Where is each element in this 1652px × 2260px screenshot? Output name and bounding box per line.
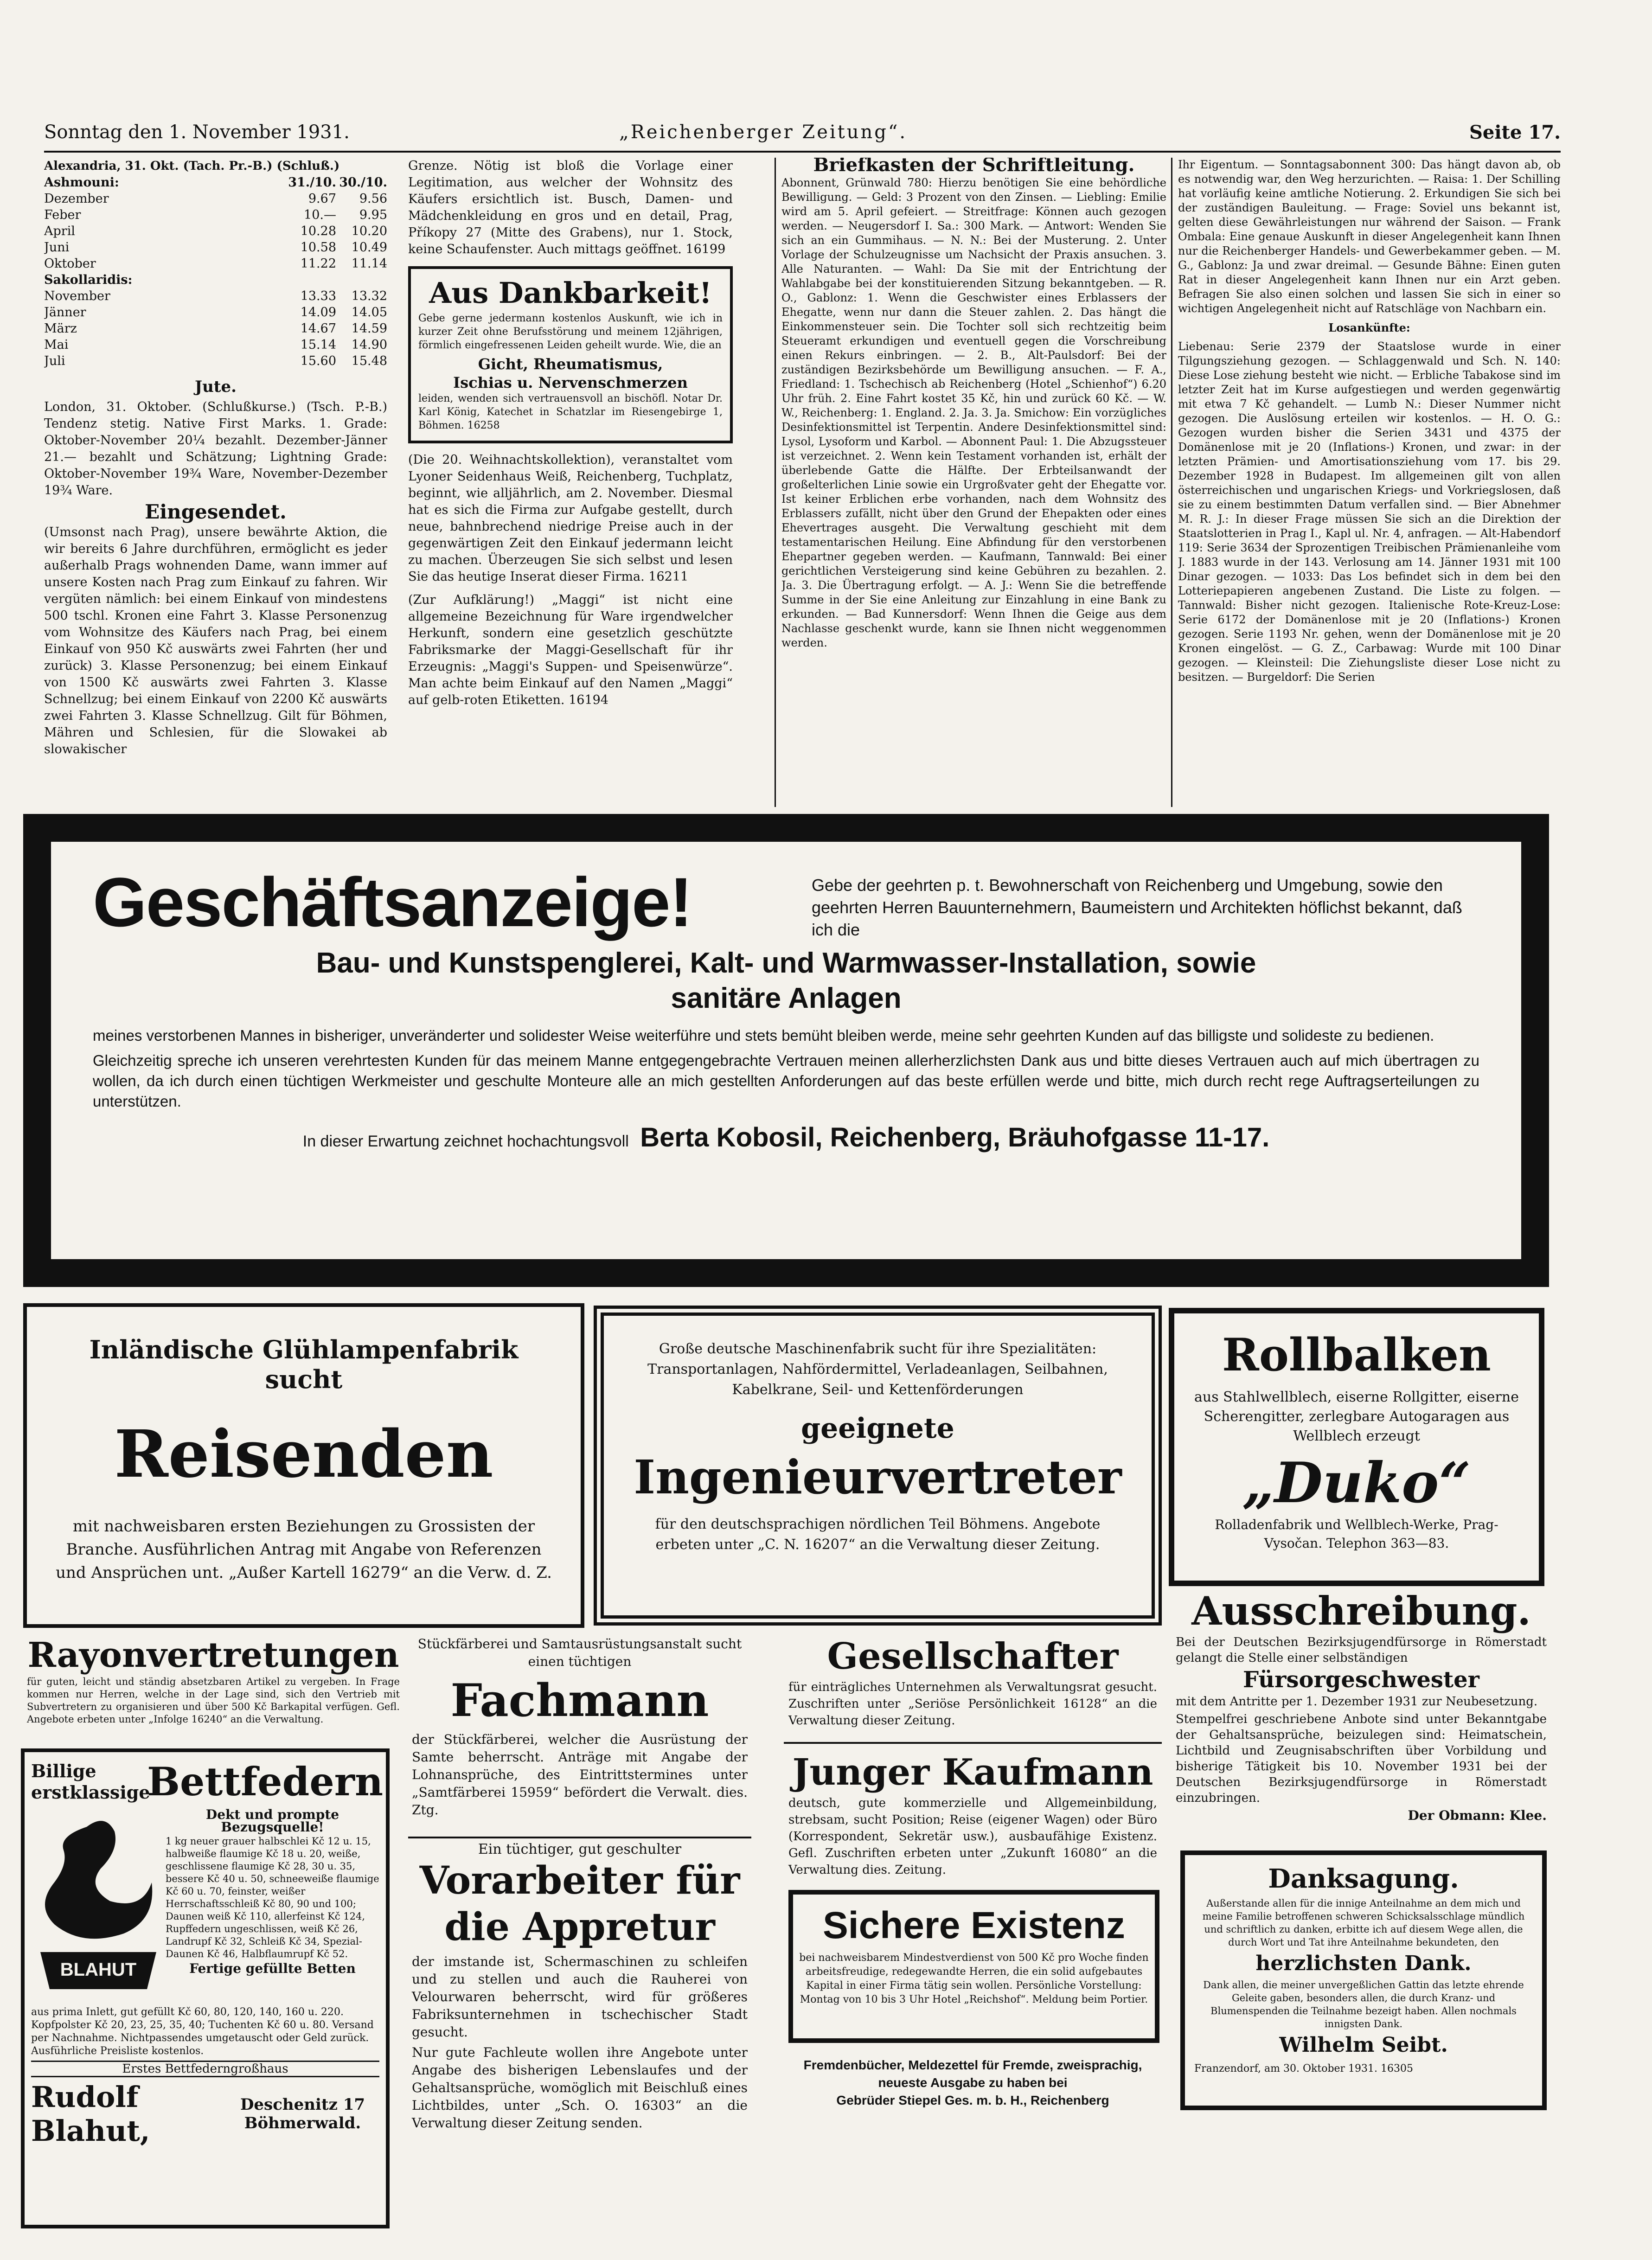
geschaeftsanzeige-intro: Gebe der geehrten p. t. Bewohnerschaft von Reichenberg und Umgebung, sowie den geehrten Herren Bauunternehmern, Baumeistern und Architekten höflichst bekannt, daß ich die [812, 876, 1462, 939]
ausschreibung-title: Ausschreibung. [1191, 1588, 1531, 1634]
existenz-text: bei nachweisbarem Mindestverdienst von 500 Kč pro Woche finden arbeitsfreudige, redegewandte Herren, die ein solid aufgebautes Kapital in einer Firma tätig sein wollen. Persönliche Vorstellung: Montag von 10 bis 3 Uhr Hotel „Reichshof“. Meldung beim Portier. [799, 1952, 1149, 2005]
ingenieur-top: Große deutsche Maschinenfabrik sucht für ihre Spezialitäten: Transportanlagen, Nahfördermittel, Verladeanlagen, Seilbahnen, Kabelkrane, Seil- und Kettenförderungen [647, 1341, 1108, 1398]
swan-logo [31, 1808, 166, 2003]
geschaeftsanzeige-body-2: Gleichzeitig spreche ich unseren verehrtesten Kunden für das meinem Manne entgegengebrachte Vertrauen meinen allerherzlichsten Dank aus und bitte dieses Vertrauen auch auf mich übertragen zu wollen, da ich durch einen tüchtigen Werkmeister und geschulte Monteure alle an mich gestellten Anforderungen auf das beste erfüllen werde und bitte, mich durch recht rege Auftragserteilungen zu unterstützen. [93, 1052, 1479, 1110]
column-briefkasten [781, 158, 1166, 807]
danksagung-sign: Wilhelm Seibt. [1279, 2033, 1448, 2057]
vorarbeiter-big-2: die Appretur [444, 1905, 715, 1949]
danksagung-text-2: Dank allen, die meiner unvergeßlichen Gattin das letzte ehrende Geleite gaben, besonders allen, die durch Kranz- und Blumenspenden die Teilnahme bezeigt haben. Allen nochmals innigsten Dank. [1203, 1979, 1524, 2030]
danksagung-big: herzlichsten Dank. [1255, 1952, 1472, 1975]
vorarbeiter-ad [408, 1837, 751, 2235]
kaufmann-title: Junger Kaufmann [792, 1751, 1153, 1793]
ausschreibung-sign: Der Obmann: Klee. [1408, 1808, 1547, 1823]
reisender-big: Reisenden [114, 1416, 493, 1492]
fremdenbuch-firm: Gebrüder Stiepel Ges. m. b. H., Reichenberg [836, 2093, 1109, 2107]
existenz-title: Sichere Existenz [823, 1904, 1125, 1946]
col4-text-1: Ihr Eigentum. — Sonntagsabonnent 300: Das hängt davon ab, ob es notwendig war, den Weg herzurichten. — Raisa: 1. Der Schilling hat vorläufig keine amtliche Notierung. 2. Erkundigen Sie sich bei der zuständigen Bauleitung. — Frage: Soviel uns bekannt ist, gelten diese Gewährleistungen nur während der Saison. — Frank Ombala: Eine genaue Auskunft in dieser Angelegenheit kann Ihnen nur die Reichenberger Handels- und Gewerbekammer geben. — M. G., Gablonz: Ja und zwar dreimal. — Gesunde Bähne: Einen guten Rat in dieser Angelegenheit kann Ihnen nur ein Arzt geben. Befragen Sie also einen solchen und lassen Sie sich in einer so wichtigen Angelegenheit nicht auf Ratschläge von Nachbarn ein. [1178, 158, 1561, 315]
rollbalken-text: aus Stahlwellblech, eiserne Rollgitter, eiserne Scherengitter, zerlegbare Autogaragen aus Wellblech erzeugt [1194, 1389, 1519, 1444]
existenz-ad [788, 1890, 1159, 2043]
danksagung-title: Danksagung. [1268, 1863, 1459, 1894]
column-lose [1178, 158, 1561, 807]
column-local-news [408, 158, 733, 807]
gesellschafter-text: für einträgliches Unternehmen als Verwaltungsrat gesucht. Zuschriften unter „Seriöse Persönlichkeit 16128“ an die Verwaltung dieser Zeitung. [788, 1680, 1157, 1728]
dankbarkeit-title: Aus Dankbarkeit! [429, 276, 712, 310]
vorarbeiter-big-1: Vorarbeiter für [419, 1858, 740, 1903]
market-row: Dezember 9.67 9.56 [44, 192, 387, 206]
header-rule [44, 151, 1561, 153]
geschaeftsanzeige-ad [23, 814, 1549, 1287]
column-rule [775, 158, 776, 807]
market-row: Ashmouni: 31./10. 30./10. [44, 175, 387, 190]
bettfedern-sub: Dekt und prompte Bezugsquelle! [205, 1807, 339, 1835]
bettfedern-text-2: aus prima Inlett, gut gefüllt Kč 60, 80, 120, 140, 160 u. 220. Kopfpolster Kč 20, 23, 25, 35, 40; Tuchenten Kč 60 u. 80. Versand per Nachnahme. Nichtpassendes umgetauscht oder Geld zurück. Ausführliche Preisliste kostenlos. [31, 2006, 374, 2057]
header-page-number: Seite 17. [1469, 122, 1561, 143]
ingenieur-big: Ingenieurvertreter [634, 1450, 1122, 1505]
market-row: März 14.67 14.59 [44, 321, 387, 336]
col4-text-2: Liebenau: Serie 2379 der Staatslose wurde in einer Tilgungsziehung gezogen. — Schlaggenwald und Sch. N. 140: Diese Lose ziehung besteht wie nicht. — Erbliche Tabakose sind im letzter Zeit hat im Kurse aufgestiegen und werden gegenwärtig mit etwa 7 Kč gehandelt. — Lumb N.: Dieser Nummer nicht gezogen. Die Auslösung erteilen wir kostenlos. — H. O. G.: Gezogen wurden bisher die Serien 3431 und 4375 der Domänenlose mit je 20 (Inflations-) Kronen, und zwar: in der letzten Prämien- und Amortisationsziehung vom 17. bis 29. Dezember 1928 in Budapest. Im allgemeinen gilt von allen österreichischen und ungarischen Kriegs- und Vorkriegslosen, daß sie zu einem bestimmten Datum verfallen sind. — Bier Abnehmer M. R. J.: In dieser Frage müssen Sie sich an die Direktion der Staatslotterien in Prag I., Kapl ul. Nr. 4, anfragen. — Alt-Habendorf 119: Serie 3634 der Sprozentigen Treibischen Prämienanleihe vom J. 1883 wurde in der 143. Verlosung am 14. Jänner 1931 mit 100 Dinar gezogen. — 1033: Das Los befindet sich in dem bei den Lotteriepapieren angebenen Zustand. Die Liste zu folgen. — Tannwald: Bisher nicht gezogen. Italienische Rote-Kreuz-Lose: Serie 6172 der Domänenlose mit je 20 (Inflations-) Kronen gezogen. Serie 1193 Nr. gehen, wenn der Domänenlose mit je 20 Kronen eingelöst. — G. Z., Carbawag: Wurde mit 100 Dinar gezogen. — Kleinsteil: Die Ziehungsliste dieser Lose nicht zu besitzen. — Burgeldorf: Die Serien [1178, 340, 1561, 684]
losankuenfte-title: Losankünfte: [1328, 321, 1410, 334]
dankbarkeit-bold-2: Ischias u. Nervenschmerzen [453, 374, 688, 391]
header-date: Sonntag den 1. November 1931. [44, 122, 350, 143]
geschaeftsanzeige-title: Geschäftsanzeige! [93, 863, 692, 941]
fremdenbuch-ad [784, 2055, 1162, 2115]
rollbalken-ad [1169, 1308, 1544, 1586]
geschaeftsanzeige-headline-2: sanitäre Anlagen [671, 982, 902, 1014]
ingenieur-ad [594, 1306, 1162, 1626]
market-row: Mai 15.14 14.90 [44, 338, 387, 352]
ingenieur-mid: geeignete [801, 1412, 954, 1445]
bettfedern-text: 1 kg neuer grauer halbschlei Kč 12 u. 15, halbweiße flaumige Kč 18 u. 20, weiße, geschlissene flaumige Kč 28, 30 u. 35, bessere Kč 40 u. 50, schneeweiße flaumige Kč 60 u. 70, feinster, weißer Herrschaftsschleiß Kč 80, 90 und 100; Daunen weiß Kč 110, allerfeinst Kč 124, Rupffedern ungeschlissen, weiß Kč 26, Landrupf Kč 32, Schleiß Kč 34, Spezial-Daunen Kč 46, Halbflaumrupf Kč 52. [166, 1836, 379, 1959]
bettfedern-fertig: Fertige gefüllte Betten [189, 1961, 356, 1976]
ausschreibung-ad [1171, 1586, 1551, 1837]
busch-text: Grenze. Nötig ist bloß die Vorlage einer Legitimation, aus welcher der Wohnsitz des Käufers ersichtlich ist. Busch, Damen- und Mädchenkleidung en gros und en detail, Prag, Příkopy 27 (Mitte des Grabens), nur 1. Stock, keine Schaufenster. Auch mittags geöffnet. 16199 [408, 159, 733, 256]
ingenieur-bottom: für den deutschsprachigen nördlichen Teil Böhmens. Angebote erbeten unter „C. N. 16207“ an die Verwaltung dieser Zeitung. [655, 1516, 1101, 1553]
eingesendet-title: Eingesendet. [145, 500, 287, 523]
weihnacht-text: (Die 20. Weihnachtskollektion), veranstaltet vom Lyoner Seidenhaus Weiß, Reichenberg, Tuchplatz, beginnt, wie alljährlich, am 2. November. Diesmal hat es sich die Firma zur Aufgabe gestellt, durch neue, bahnbrechend niedrige Preise auch in der gegenwärtigen Zeit den Einkauf jedermann leicht zu machen. Überzeugen Sie sich selbst und lesen Sie das heutige Inserat dieser Firma. 16211 [408, 453, 733, 584]
column-market [44, 158, 387, 807]
rayon-text: für guten, leicht und ständig absetzbaren Artikel zu vergeben. In Frage kommen nur Herren, welche in der Lage sind, sich den Vertrieb mit Subvertretern zu organisieren und über 500 Kč Barkapital verfügen. Gefl. Angebote erbeten unter „Infolge 16240“ an die Verwaltung. [27, 1676, 400, 1725]
kaufmann-text: deutsch, gute kommerzielle und Allgemeinbildung, strebsam, sucht Position; Reise (eigener Wagen) oder Büro (Korrespondent, Sekretär usw.), ausbaufähige Existenz. Gefl. Zuschriften erbeten unter „Zukunft 16080“ an die Verwaltung dies. Zeitung. [788, 1796, 1157, 1877]
reisender-text: mit nachweisbaren ersten Beziehungen zu Grossisten der Branche. Ausführlichen Antrag mit Angabe von Referenzen und Ansprüchen unt. „Außer Kartell 16279“ an die Verw. d. Z. [56, 1517, 552, 1582]
dankbarkeit-bold-1: Gicht, Rheumatismus, [478, 355, 663, 373]
eingesendet-text: (Umsonst nach Prag), unsere bewährte Aktion, die wir bereits 6 Jahre durchführen, ermöglicht es jeder außerhalb Prags wohnenden Dame, wann immer auf unsere Kosten nach Prag zum Einkauf zu fahren. Wir vergüten nämlich: bei einem Einkauf von mindestens 500 tschl. Kronen eine Fahrt 3. Klasse Personenzug vom Wohnsitze des Käufers nach Prag, bei einem Einkauf von 950 Kč auswärts zwei Fahrten (her und zurück) 3. Klasse Personenzug; bei einem Einkauf von 1500 Kč auswärts zwei Fahrten 3. Klasse Schnellzug; bei einem Einkauf von 2200 Kč auswärts zwei Fahrten 3. Klasse Schnellzug. Gilt für Böhmen, Mähren und Schlesien, für die Slowakei ab slowakischer [44, 525, 387, 756]
rollbalken-brand: „Duko“ [1242, 1450, 1471, 1516]
jute-text: London, 31. Oktober. (Schlußkurse.) (Tsch. P.-B.) Tendenz stetig. Native First Marks. 1. Grade: Oktober-November 20¼ bezahlt. Dezember-Jänner 21.— bezahlt und Schätzung; Lightning Grade: Oktober-November 19¾ Ware, November-Dezember 19¾ Ware. [44, 400, 387, 498]
bettfedern-top: Billige erstklassige [31, 1760, 150, 1803]
bettfedern-firm: Rudolf Blahut, [31, 2080, 150, 2148]
danksagung-ad [1180, 1850, 1547, 2110]
briefkasten-text: Abonnent, Grünwald 780: Hierzu benötigen Sie eine behördliche Bewilligung. — Geld: 3 Prozent von den Zinsen. — Liebling: Emilie wird am 5. April gefeiert. — Streitfrage: Können auch gezogen werden. — Neugersdorf I. Sa.: 300 Mark. — Antwort: Wenden Sie sich an ein Gummihaus. — N. N.: Bei der Musterung. 2. Unter Vorlage der Schulzeugnisse um Nachsicht der Praxis ansuchen. 3. Alle Naturanten. — Wahl: Da Sie mit der Entrichtung der Wahlabgabe bei der konstituierenden Sitzung bekanntgeben. — R. O., Gablonz: 1. Wenn die Geschwister eines Erblassers der Ehegatte, wenn nur dann die Steuer zahlen. 2. Das hängt die Einkommensteuer sein. Die Tochter soll sich rechtzeitig beim Steueramt erkundigen und eventuell gegen die Vorschreibung einen Rekurs einbringen. — 2. B., Alt-Paulsdorf: Bei der zuständigen Bezirksbehörde um Bewilligung ansuchen. — F. A., Friedland: 1. Tschechisch ab Reichenberg (Hotel „Schienhof“) 6.20 Uhr früh. 2. Eine Fahrt kostet 35 Kč, hin und zurück 60 Kč. — W. W., Reichenberg: 1. England. 2. Ja. 3. Ja. Smichow: Ein vorzügliches Desinfektionsmittel ist Terpentin. Andere Desinfektionsmittel sind: Lysol, Lysoform und Karbol. — Abonnent Paul: 1. Die Abzugssteuer ist verzeichnet. 2. Wenn kein Testament vorhanden ist, erhält der überlebende Gatte die Hälfte. Der Erbteilsanwandt der großelterlichen Linie sowie ein Urgroßvater geht der Ehegatte vor. Ist keiner Erblichen erbe vorhanden, nach dem Wohnsitz des Erblassers zufällt, nicht über den Grund der Ehepakten oder eines Ehevertrages ausgeht. Die Verwaltung geschieht mit dem testamentarischen Heilung. Eine Abfindung für den verstorbenen Ehepartner gegeben werden. — Kaufmann, Tannwald: Bei einer gerichtlichen Versteigerung sind keine Gebühren zu bezahlen. 2. Ja. 3. Die Übertragung erfolgt. — A. J.: Wenn Sie die betreffende Summe in der Sie eine Anleitung zur Einzahlung in eine Bank zu erkunden. — Bad Kunnersdorf: Wenn Ihnen die Geige aus dem Nachlasse geschenkt wurde, kann sie Ihnen nicht weggenommen werden. [781, 176, 1166, 649]
kaufmann-ad [784, 1748, 1162, 1888]
column-rule [1171, 158, 1172, 807]
fachmann-big: Fachmann [450, 1674, 709, 1727]
rayon-title: Rayonvertretungen [27, 1635, 399, 1675]
dankbarkeit-ad [408, 266, 733, 443]
reisender-ad [23, 1303, 584, 1628]
geschaeftsanzeige-body-1: meines verstorbenen Mannes in bisheriger, unveränderter und solidester Weise weiterführe und stets bemüht bleiben werde, meine sehr geehrten Kunden auf das billigste und solideste zu bedienen. [93, 1027, 1434, 1044]
market-row: Oktober 11.22 11.14 [44, 256, 387, 271]
gesellschafter-title: Gesellschafter [827, 1635, 1119, 1677]
reisender-line: Inländische Glühlampenfabrik sucht [89, 1335, 519, 1394]
vorarbeiter-top: Ein tüchtiger, gut geschulter [478, 1841, 682, 1857]
jute-title: Jute. [195, 378, 237, 396]
vorarbeiter-text: der imstande ist, Schermaschinen zu schleifen und zu stellen und auch die Rauherei von Velourwaren beherrscht, wird für größeres Fabriksunternehmen in tschechischer Stadt gesucht. [412, 1954, 748, 2040]
ausschreibung-text-1: Bei der Deutschen Bezirksjugendfürsorge in Römerstadt gelangt die Stelle einer selbständigen [1176, 1635, 1547, 1665]
ausschreibung-big: Fürsorgeschwester [1243, 1667, 1479, 1693]
maggi-text: (Zur Aufklärung!) „Maggi“ ist nicht eine allgemeine Bezeichnung für Ware irgendwelcher Herkunft, sondern eine gesetzlich geschützte Fabriksmarke der Maggi-Gesellschaft für ihr Erzeugnis: „Maggi's Suppen- und Speisenwürze“. Man achte beim Einkauf auf den Namen „Maggi“ auf gelb-roten Etiketten. 16194 [408, 593, 733, 707]
header-paper-title: „Reichenberger Zeitung“. [619, 122, 908, 143]
fachmann-ad [408, 1633, 751, 1837]
market-row: Juli 15.60 15.48 [44, 354, 387, 368]
blahut-logo-text: BLAHUT [60, 1959, 137, 1980]
geschaeftsanzeige-sign-pre: In dieser Erwartung zeichnet hochachtungsvoll [302, 1133, 629, 1150]
ausschreibung-text-2: mit dem Antritte per 1. Dezember 1931 zur Neubesetzung. [1176, 1695, 1538, 1709]
market-row: Jänner 14.09 14.05 [44, 305, 387, 320]
market-row: April 10.28 10.20 [44, 224, 387, 238]
rollbalken-foot: Rolladenfabrik und Wellblech-Werke, Prag-Vysočan. Telephon 363—83. [1215, 1517, 1498, 1551]
geschaeftsanzeige-headline-1: Bau- und Kunstspenglerei, Kalt- und Warmwasser-Installation, sowie [316, 947, 1256, 979]
market-head: Alexandria, 31. Okt. (Tach. Pr.-B.) (Schluß.) [44, 159, 340, 173]
dankbarkeit-text: Gebe gerne jedermann kostenlos Auskunft, wie ich in kurzer Zeit ohne Berufsstörung und meinem 12jährigen, förmlich eingefressenen Leiden geheilt wurde. Wie, die an [418, 313, 723, 351]
bettfedern-haus: Erstes Bettfederngroßhaus [31, 2061, 379, 2077]
page-header [44, 122, 1561, 148]
danksagung-text: Außerstande allen für die innige Anteilnahme an dem mich und meine Familie betroffenen schweren Schicksalsschlage mündlich und schriftlich zu danken, erbitte ich auf diesem Wege allen, die durch Wort und Tat ihre Anteilnahme bekundeten, den [1202, 1898, 1525, 1948]
rayon-ad [23, 1633, 403, 1748]
fremdenbuch-text: Fremdenbücher, Meldezettel für Fremde, zweisprachig, neueste Ausgabe zu haben bei [803, 2058, 1142, 2090]
gesellschafter-ad [784, 1633, 1162, 1744]
vorarbeiter-text-2: Nur gute Fachleute wollen ihre Angebote unter Angabe des bisherigen Lebenslaufes und der Gehaltsansprüche, womöglich mit Beischluß eines Lichtbildes, unter „Sch. O. 16303“ an die Verwaltung dieser Zeitung senden. [412, 2045, 748, 2131]
bettfedern-place: Deschenitz 17 Böhmerwald. [240, 2095, 365, 2132]
geschaeftsanzeige-sign: Berta Kobosil, Reichenberg, Bräuhofgasse 11-17. [640, 1122, 1270, 1152]
briefkasten-title: Briefkasten der Schriftleitung. [813, 158, 1135, 176]
fachmann-text: der Stückfärberei, welcher die Ausrüstung der Samte beherrscht. Anträge mit Angabe der Lohnansprüche, des Eintrittstermines unter „Samtfärberei 15959“ befördert die Verwalt. dies. Ztg. [412, 1732, 748, 1818]
market-row: Sakollaridis: [44, 273, 133, 287]
dankbarkeit-text-2: leiden, wenden sich vertrauensvoll an bischöfl. Notar Dr. Karl König, Katechet in Schatzlar im Riesengebirge 1, Böhmen. 16258 [418, 393, 723, 431]
market-row: Juni 10.58 10.49 [44, 240, 387, 255]
ausschreibung-text-3: Stempelfrei geschriebene Anbote sind unter Bekanntgabe der Gehaltsansprüche, beizulegen sind: Heimatschein, Lichtbild und Zeugnisabschriften über Vorbildung und bisherige Tätigkeit bis 10. November 1931 bei der Deutschen Bezirksjugendfürsorge in Römerstadt einzubringen. [1176, 1712, 1547, 1805]
market-row: November 13.33 13.32 [44, 289, 387, 303]
danksagung-foot: Franzendorf, am 30. Oktober 1931. 16305 [1194, 2063, 1414, 2074]
rollbalken-title: Rollbalken [1222, 1329, 1491, 1381]
fachmann-top: Stückfärberei und Samtausrüstungsanstalt sucht einen tüchtigen [417, 1636, 742, 1669]
bettfedern-title: Bettfedern [147, 1759, 384, 1805]
market-row: Feber 10.— 9.95 [44, 208, 387, 222]
bettfedern-ad [21, 1748, 390, 2228]
